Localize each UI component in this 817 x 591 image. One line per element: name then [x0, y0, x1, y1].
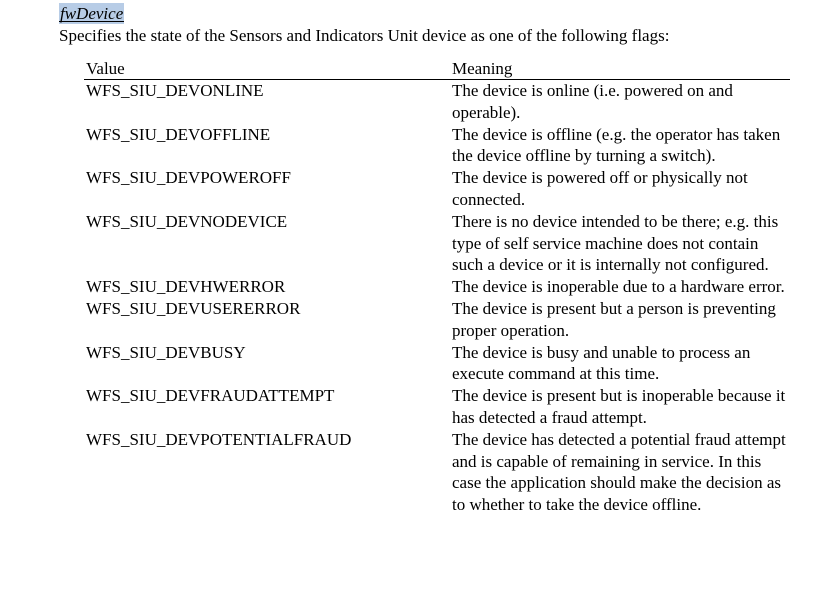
table-row: [84, 124, 790, 168]
parameter-description: Specifies the state of the Sensors and Indicators Unit device as one of the following flags:: [59, 26, 670, 45]
table-row: [84, 429, 790, 516]
flag-meaning: There is no device intended to be there; e.g. this type of self service machine does not contain such a device or it is internally not configured.: [452, 211, 779, 275]
table-header: [84, 58, 790, 80]
parameter-name-underline: [59, 21, 124, 22]
header-value: Value: [86, 59, 125, 78]
table-row: [84, 298, 790, 342]
parameter-name: [59, 3, 124, 24]
flag-meaning: The device is present but is inoperable because it has detected a fraud attempt.: [452, 386, 786, 427]
flag-value: WFS_SIU_DEVPOWEROFF: [86, 168, 291, 188]
table-row: [84, 276, 790, 298]
header-meaning: Meaning: [452, 59, 513, 78]
parameter-name-text: fwDevice: [60, 4, 124, 23]
flag-meaning: The device is inoperable due to a hardware error.: [452, 277, 785, 297]
flag-value: WFS_SIU_DEVHWERROR: [86, 277, 286, 297]
table-row: [84, 80, 790, 124]
flag-meaning: The device is present but a person is preventing proper operation.: [452, 298, 776, 340]
flag-meaning: The device is powered off or physically not connected.: [452, 168, 748, 209]
table-row: [84, 385, 790, 429]
flag-value: WFS_SIU_DEVUSERERROR: [86, 298, 301, 318]
flag-value: WFS_SIU_DEVBUSY: [86, 342, 246, 362]
flag-value: WFS_SIU_DEVONLINE: [86, 81, 264, 100]
flag-meaning: The device is online (i.e. powered on and operable).: [452, 81, 733, 122]
flag-meaning: The device has detected a potential fraud attempt and is capable of remaining in service. In this case the application should make the decision as to whether to take the device offline.: [452, 429, 786, 515]
flag-value: WFS_SIU_DEVPOTENTIALFRAUD: [86, 429, 352, 449]
flag-value: WFS_SIU_DEVOFFLINE: [86, 124, 271, 144]
table-row: [84, 211, 790, 276]
flag-meaning: The device is busy and unable to process an execute command at this time.: [452, 342, 751, 384]
flag-meaning: The device is offline (e.g. the operator has taken the device offline by turning a switch).: [452, 124, 781, 166]
table-row: [84, 167, 790, 211]
flags-table: [84, 58, 790, 516]
table-row: [84, 342, 790, 386]
flag-value: WFS_SIU_DEVNODEVICE: [86, 211, 288, 231]
flag-value: WFS_SIU_DEVFRAUDATTEMPT: [86, 386, 335, 406]
